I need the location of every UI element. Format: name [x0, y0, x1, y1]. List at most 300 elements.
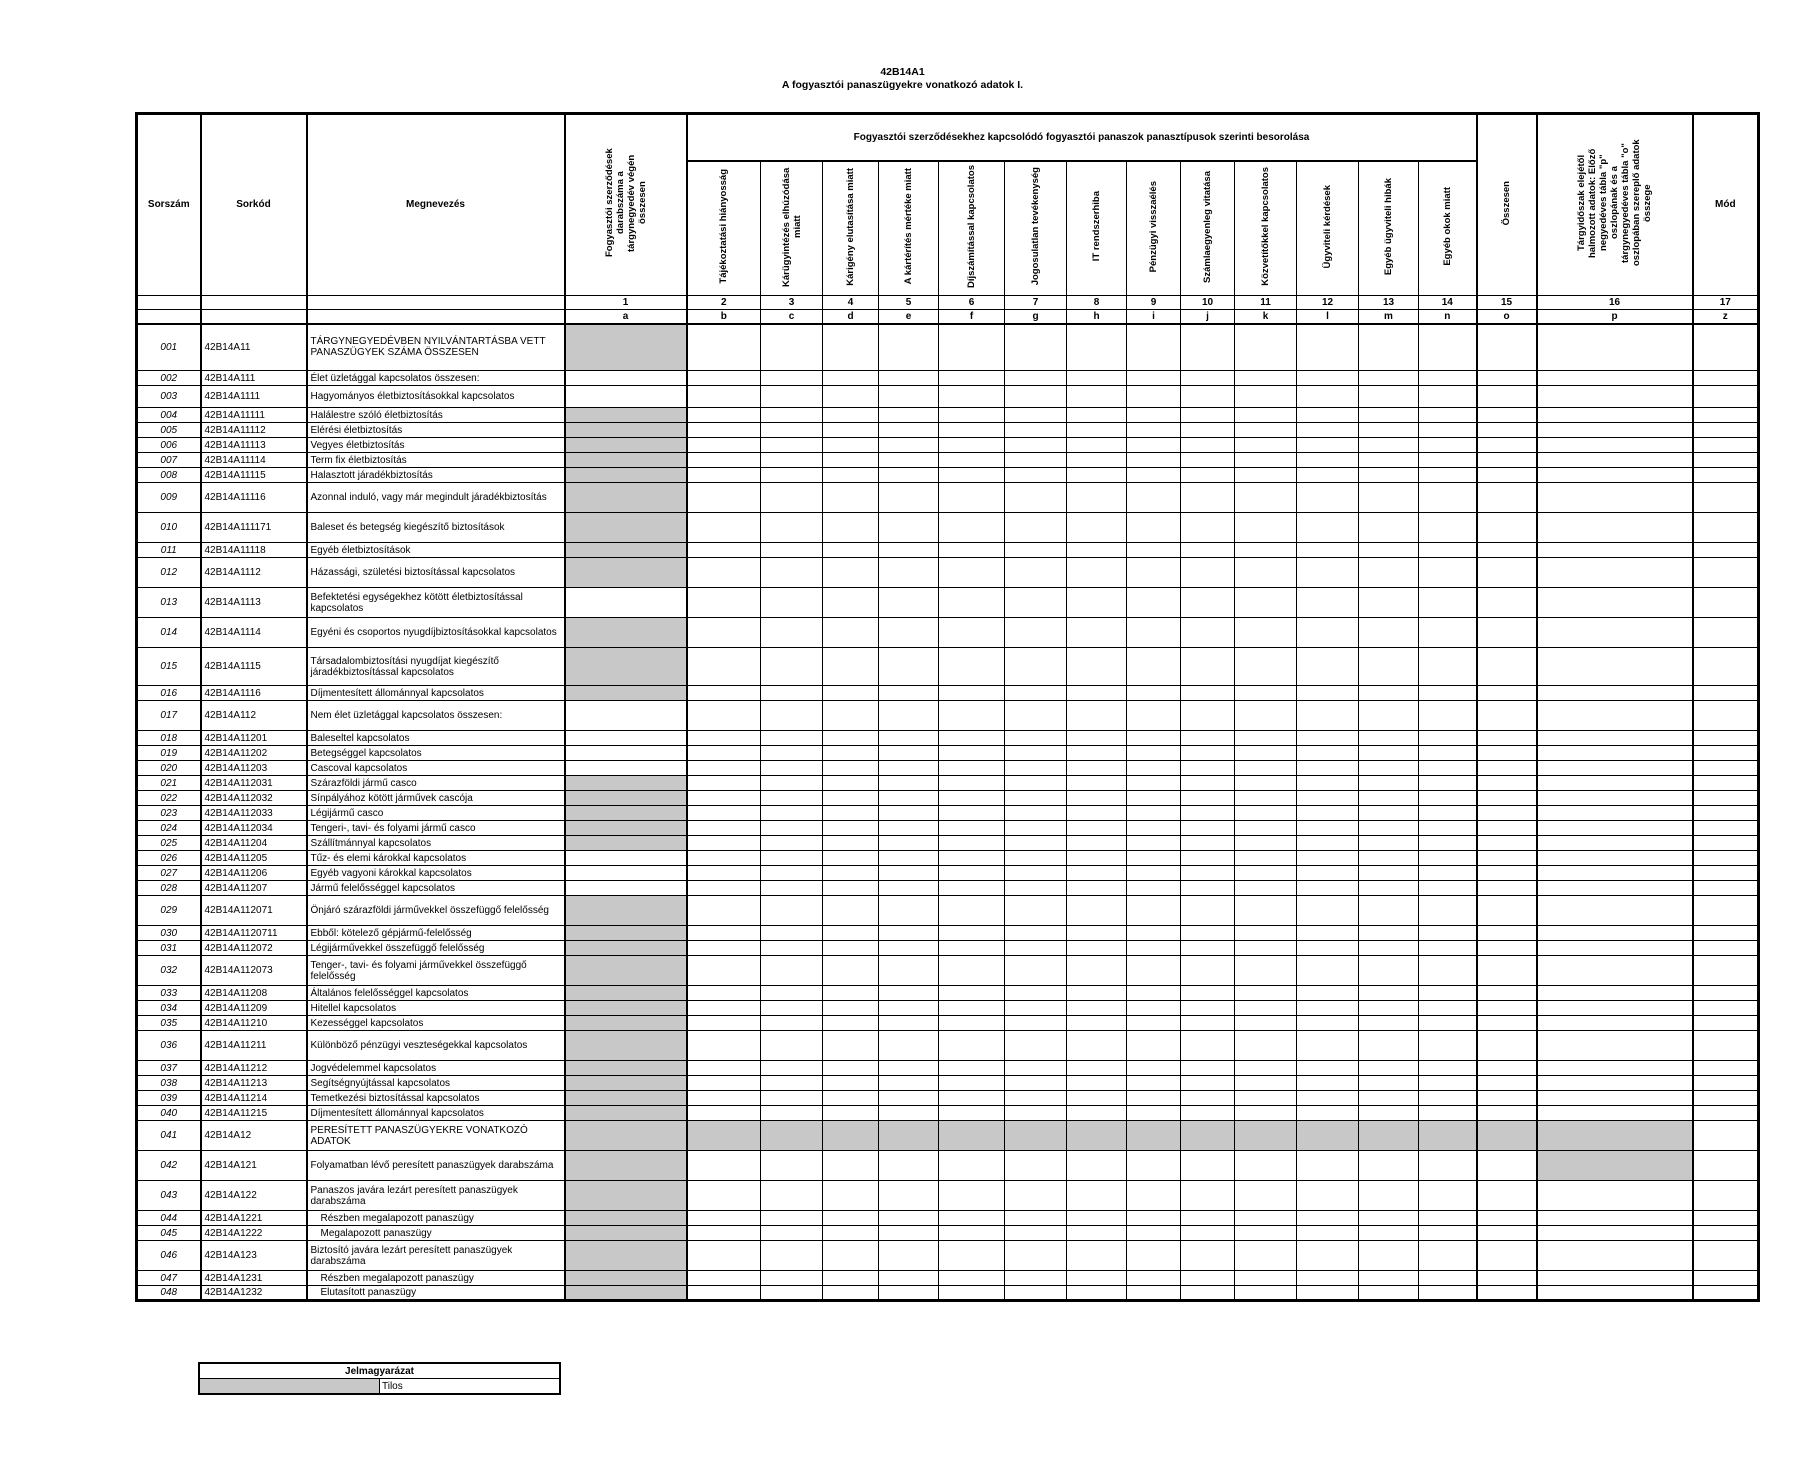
data-cell[interactable] — [1067, 866, 1127, 881]
data-cell[interactable] — [1297, 468, 1359, 483]
data-cell[interactable] — [1181, 881, 1235, 896]
data-cell[interactable] — [1127, 468, 1181, 483]
data-cell[interactable] — [1127, 791, 1181, 806]
data-cell[interactable] — [1359, 731, 1419, 746]
data-cell[interactable] — [1181, 468, 1235, 483]
data-cell[interactable] — [879, 543, 939, 558]
data-cell[interactable] — [823, 746, 879, 761]
data-cell[interactable] — [1067, 1076, 1127, 1091]
data-cell[interactable] — [1537, 1286, 1693, 1301]
data-cell[interactable] — [1693, 806, 1759, 821]
data-cell[interactable] — [1419, 761, 1477, 776]
data-cell[interactable] — [939, 588, 1005, 618]
data-cell[interactable] — [1537, 1091, 1693, 1106]
data-cell[interactable] — [823, 543, 879, 558]
data-cell[interactable] — [1181, 986, 1235, 1001]
data-cell[interactable] — [1477, 926, 1537, 941]
data-cell[interactable] — [1477, 686, 1537, 701]
data-cell[interactable] — [687, 776, 761, 791]
data-cell[interactable] — [1419, 686, 1477, 701]
data-cell[interactable] — [1419, 956, 1477, 986]
data-cell[interactable] — [1477, 1016, 1537, 1031]
data-cell[interactable] — [1297, 1241, 1359, 1271]
data-cell[interactable] — [1005, 543, 1067, 558]
data-cell[interactable] — [1419, 731, 1477, 746]
data-cell[interactable] — [1537, 761, 1693, 776]
data-cell[interactable] — [1235, 483, 1297, 513]
data-cell[interactable] — [1005, 513, 1067, 543]
data-cell[interactable] — [1419, 941, 1477, 956]
data-cell[interactable] — [1477, 468, 1537, 483]
data-cell[interactable] — [1297, 483, 1359, 513]
data-cell[interactable] — [1477, 453, 1537, 468]
data-cell[interactable] — [1181, 1211, 1235, 1226]
data-cell[interactable] — [1419, 324, 1477, 371]
data-cell[interactable] — [939, 701, 1005, 731]
data-cell[interactable] — [761, 866, 823, 881]
data-cell[interactable] — [1297, 1286, 1359, 1301]
data-cell[interactable] — [1297, 543, 1359, 558]
data-cell[interactable] — [939, 558, 1005, 588]
data-cell[interactable] — [879, 866, 939, 881]
data-cell[interactable] — [1067, 881, 1127, 896]
data-cell[interactable] — [761, 513, 823, 543]
data-cell[interactable] — [1235, 686, 1297, 701]
data-cell[interactable] — [1235, 1001, 1297, 1016]
data-cell[interactable] — [1005, 941, 1067, 956]
data-cell[interactable] — [565, 851, 687, 866]
data-cell[interactable] — [1419, 371, 1477, 386]
data-cell[interactable] — [1419, 423, 1477, 438]
data-cell[interactable] — [1181, 1016, 1235, 1031]
data-cell[interactable] — [1477, 1091, 1537, 1106]
data-cell[interactable] — [1693, 701, 1759, 731]
data-cell[interactable] — [823, 558, 879, 588]
data-cell[interactable] — [687, 746, 761, 761]
data-cell[interactable] — [1127, 1091, 1181, 1106]
data-cell[interactable] — [823, 324, 879, 371]
data-cell[interactable] — [939, 543, 1005, 558]
data-cell[interactable] — [939, 956, 1005, 986]
data-cell[interactable] — [761, 1151, 823, 1181]
data-cell[interactable] — [1477, 1031, 1537, 1061]
data-cell[interactable] — [823, 423, 879, 438]
data-cell[interactable] — [1127, 1031, 1181, 1061]
data-cell[interactable] — [761, 731, 823, 746]
data-cell[interactable] — [1067, 543, 1127, 558]
data-cell[interactable] — [879, 371, 939, 386]
data-cell[interactable] — [1067, 371, 1127, 386]
data-cell[interactable] — [823, 821, 879, 836]
data-cell[interactable] — [939, 648, 1005, 686]
data-cell[interactable] — [1419, 1151, 1477, 1181]
data-cell[interactable] — [1297, 1106, 1359, 1121]
data-cell[interactable] — [1005, 648, 1067, 686]
data-cell[interactable] — [823, 836, 879, 851]
data-cell[interactable] — [1537, 648, 1693, 686]
data-cell[interactable] — [1181, 1001, 1235, 1016]
data-cell[interactable] — [823, 866, 879, 881]
data-cell[interactable] — [687, 408, 761, 423]
data-cell[interactable] — [939, 1001, 1005, 1016]
data-cell[interactable] — [823, 926, 879, 941]
data-cell[interactable] — [1537, 558, 1693, 588]
data-cell[interactable] — [1235, 371, 1297, 386]
data-cell[interactable] — [687, 423, 761, 438]
data-cell[interactable] — [1297, 453, 1359, 468]
data-cell[interactable] — [1235, 386, 1297, 408]
data-cell[interactable] — [687, 686, 761, 701]
data-cell[interactable] — [1359, 791, 1419, 806]
data-cell[interactable] — [1537, 1181, 1693, 1211]
data-cell[interactable] — [1181, 423, 1235, 438]
data-cell[interactable] — [939, 386, 1005, 408]
data-cell[interactable] — [1359, 1076, 1419, 1091]
data-cell[interactable] — [1693, 558, 1759, 588]
data-cell[interactable] — [1235, 1226, 1297, 1241]
data-cell[interactable] — [939, 371, 1005, 386]
data-cell[interactable] — [1359, 986, 1419, 1001]
data-cell[interactable] — [687, 588, 761, 618]
data-cell[interactable] — [687, 761, 761, 776]
data-cell[interactable] — [1181, 1091, 1235, 1106]
data-cell[interactable] — [1181, 776, 1235, 791]
data-cell[interactable] — [761, 776, 823, 791]
data-cell[interactable] — [687, 851, 761, 866]
data-cell[interactable] — [761, 1226, 823, 1241]
data-cell[interactable] — [1477, 761, 1537, 776]
data-cell[interactable] — [687, 1091, 761, 1106]
data-cell[interactable] — [823, 1241, 879, 1271]
data-cell[interactable] — [1181, 386, 1235, 408]
data-cell[interactable] — [1297, 986, 1359, 1001]
data-cell[interactable] — [1067, 941, 1127, 956]
data-cell[interactable] — [1537, 588, 1693, 618]
data-cell[interactable] — [939, 776, 1005, 791]
data-cell[interactable] — [1419, 1106, 1477, 1121]
data-cell[interactable] — [1297, 1076, 1359, 1091]
data-cell[interactable] — [1181, 371, 1235, 386]
data-cell[interactable] — [761, 791, 823, 806]
data-cell[interactable] — [1537, 453, 1693, 468]
data-cell[interactable] — [1297, 1001, 1359, 1016]
data-cell[interactable] — [823, 1091, 879, 1106]
data-cell[interactable] — [1127, 731, 1181, 746]
data-cell[interactable] — [687, 483, 761, 513]
data-cell[interactable] — [1235, 806, 1297, 821]
data-cell[interactable] — [1067, 836, 1127, 851]
data-cell[interactable] — [823, 896, 879, 926]
data-cell[interactable] — [1235, 558, 1297, 588]
data-cell[interactable] — [1477, 836, 1537, 851]
data-cell[interactable] — [1067, 1001, 1127, 1016]
data-cell[interactable] — [761, 1091, 823, 1106]
data-cell[interactable] — [1127, 866, 1181, 881]
data-cell[interactable] — [939, 896, 1005, 926]
data-cell[interactable] — [1005, 896, 1067, 926]
data-cell[interactable] — [687, 618, 761, 648]
data-cell[interactable] — [1005, 956, 1067, 986]
data-cell[interactable] — [1297, 513, 1359, 543]
data-cell[interactable] — [1067, 558, 1127, 588]
data-cell[interactable] — [687, 1271, 761, 1286]
data-cell[interactable] — [879, 1106, 939, 1121]
data-cell[interactable] — [1477, 324, 1537, 371]
data-cell[interactable] — [1235, 851, 1297, 866]
data-cell[interactable] — [1181, 438, 1235, 453]
data-cell[interactable] — [1297, 701, 1359, 731]
data-cell[interactable] — [939, 866, 1005, 881]
data-cell[interactable] — [1067, 1286, 1127, 1301]
data-cell[interactable] — [1005, 806, 1067, 821]
data-cell[interactable] — [823, 386, 879, 408]
data-cell[interactable] — [1477, 423, 1537, 438]
data-cell[interactable] — [1537, 386, 1693, 408]
data-cell[interactable] — [1181, 588, 1235, 618]
data-cell[interactable] — [879, 513, 939, 543]
data-cell[interactable] — [1067, 1241, 1127, 1271]
data-cell[interactable] — [687, 648, 761, 686]
data-cell[interactable] — [1693, 896, 1759, 926]
data-cell[interactable] — [1235, 1091, 1297, 1106]
data-cell[interactable] — [1181, 408, 1235, 423]
data-cell[interactable] — [1419, 926, 1477, 941]
data-cell[interactable] — [1235, 731, 1297, 746]
data-cell[interactable] — [1235, 821, 1297, 836]
data-cell[interactable] — [761, 1181, 823, 1211]
data-cell[interactable] — [1297, 686, 1359, 701]
data-cell[interactable] — [1005, 1016, 1067, 1031]
data-cell[interactable] — [1127, 1181, 1181, 1211]
data-cell[interactable] — [1297, 926, 1359, 941]
data-cell[interactable] — [1477, 1271, 1537, 1286]
data-cell[interactable] — [1181, 926, 1235, 941]
data-cell[interactable] — [687, 956, 761, 986]
data-cell[interactable] — [761, 408, 823, 423]
data-cell[interactable] — [939, 806, 1005, 821]
data-cell[interactable] — [823, 483, 879, 513]
data-cell[interactable] — [1359, 453, 1419, 468]
data-cell[interactable] — [1235, 1061, 1297, 1076]
data-cell[interactable] — [1235, 423, 1297, 438]
data-cell[interactable] — [823, 956, 879, 986]
data-cell[interactable] — [1127, 821, 1181, 836]
data-cell[interactable] — [1067, 423, 1127, 438]
data-cell[interactable] — [1067, 1211, 1127, 1226]
data-cell[interactable] — [939, 746, 1005, 761]
data-cell[interactable] — [879, 926, 939, 941]
data-cell[interactable] — [1297, 648, 1359, 686]
data-cell[interactable] — [1127, 761, 1181, 776]
data-cell[interactable] — [1005, 1286, 1067, 1301]
data-cell[interactable] — [1537, 1016, 1693, 1031]
data-cell[interactable] — [823, 618, 879, 648]
data-cell[interactable] — [1127, 438, 1181, 453]
data-cell[interactable] — [1067, 386, 1127, 408]
data-cell[interactable] — [1297, 956, 1359, 986]
data-cell[interactable] — [1067, 1151, 1127, 1181]
data-cell[interactable] — [879, 986, 939, 1001]
data-cell[interactable] — [761, 1076, 823, 1091]
data-cell[interactable] — [687, 513, 761, 543]
data-cell[interactable] — [1235, 1211, 1297, 1226]
data-cell[interactable] — [1419, 1016, 1477, 1031]
data-cell[interactable] — [1235, 1106, 1297, 1121]
data-cell[interactable] — [823, 1076, 879, 1091]
data-cell[interactable] — [1297, 731, 1359, 746]
data-cell[interactable] — [1297, 761, 1359, 776]
data-cell[interactable] — [879, 701, 939, 731]
data-cell[interactable] — [1297, 423, 1359, 438]
data-cell[interactable] — [1693, 1286, 1759, 1301]
data-cell[interactable] — [1359, 881, 1419, 896]
data-cell[interactable] — [761, 1211, 823, 1226]
data-cell[interactable] — [1419, 881, 1477, 896]
data-cell[interactable] — [1181, 686, 1235, 701]
data-cell[interactable] — [761, 746, 823, 761]
data-cell[interactable] — [1359, 324, 1419, 371]
data-cell[interactable] — [1181, 761, 1235, 776]
data-cell[interactable] — [1067, 686, 1127, 701]
data-cell[interactable] — [1537, 776, 1693, 791]
data-cell[interactable] — [1693, 1001, 1759, 1016]
data-cell[interactable] — [1359, 386, 1419, 408]
data-cell[interactable] — [1005, 731, 1067, 746]
data-cell[interactable] — [1005, 558, 1067, 588]
data-cell[interactable] — [1005, 1226, 1067, 1241]
data-cell[interactable] — [1005, 926, 1067, 941]
data-cell[interactable] — [1359, 618, 1419, 648]
data-cell[interactable] — [879, 588, 939, 618]
data-cell[interactable] — [939, 1106, 1005, 1121]
data-cell[interactable] — [1419, 746, 1477, 761]
data-cell[interactable] — [1235, 618, 1297, 648]
data-cell[interactable] — [1693, 1151, 1759, 1181]
data-cell[interactable] — [823, 806, 879, 821]
data-cell[interactable] — [761, 686, 823, 701]
data-cell[interactable] — [1359, 1001, 1419, 1016]
data-cell[interactable] — [1127, 986, 1181, 1001]
data-cell[interactable] — [1419, 806, 1477, 821]
data-cell[interactable] — [1359, 1091, 1419, 1106]
data-cell[interactable] — [1297, 408, 1359, 423]
data-cell[interactable] — [939, 423, 1005, 438]
data-cell[interactable] — [1297, 1181, 1359, 1211]
data-cell[interactable] — [761, 1061, 823, 1076]
data-cell[interactable] — [1235, 881, 1297, 896]
data-cell[interactable] — [565, 731, 687, 746]
data-cell[interactable] — [1359, 836, 1419, 851]
data-cell[interactable] — [1419, 851, 1477, 866]
data-cell[interactable] — [1127, 1076, 1181, 1091]
data-cell[interactable] — [1297, 881, 1359, 896]
data-cell[interactable] — [687, 1001, 761, 1016]
data-cell[interactable] — [1693, 1226, 1759, 1241]
data-cell[interactable] — [1693, 1076, 1759, 1091]
data-cell[interactable] — [823, 1271, 879, 1286]
data-cell[interactable] — [879, 731, 939, 746]
data-cell[interactable] — [1419, 1226, 1477, 1241]
data-cell[interactable] — [879, 648, 939, 686]
data-cell[interactable] — [687, 1151, 761, 1181]
data-cell[interactable] — [1235, 791, 1297, 806]
data-cell[interactable] — [1537, 941, 1693, 956]
data-cell[interactable] — [1359, 851, 1419, 866]
data-cell[interactable] — [1067, 1106, 1127, 1121]
data-cell[interactable] — [939, 881, 1005, 896]
data-cell[interactable] — [761, 618, 823, 648]
data-cell[interactable] — [1181, 1271, 1235, 1286]
data-cell[interactable] — [687, 386, 761, 408]
data-cell[interactable] — [687, 1241, 761, 1271]
data-cell[interactable] — [1477, 1151, 1537, 1181]
data-cell[interactable] — [761, 371, 823, 386]
data-cell[interactable] — [879, 1226, 939, 1241]
data-cell[interactable] — [1297, 1091, 1359, 1106]
data-cell[interactable] — [1693, 836, 1759, 851]
data-cell[interactable] — [879, 618, 939, 648]
data-cell[interactable] — [1005, 386, 1067, 408]
data-cell[interactable] — [761, 851, 823, 866]
data-cell[interactable] — [761, 438, 823, 453]
data-cell[interactable] — [1537, 686, 1693, 701]
data-cell[interactable] — [1537, 881, 1693, 896]
data-cell[interactable] — [687, 1031, 761, 1061]
data-cell[interactable] — [823, 1061, 879, 1076]
data-cell[interactable] — [1359, 776, 1419, 791]
data-cell[interactable] — [1537, 836, 1693, 851]
data-cell[interactable] — [1127, 1106, 1181, 1121]
data-cell[interactable] — [1693, 791, 1759, 806]
data-cell[interactable] — [1359, 438, 1419, 453]
data-cell[interactable] — [823, 761, 879, 776]
data-cell[interactable] — [1297, 806, 1359, 821]
data-cell[interactable] — [1235, 1241, 1297, 1271]
data-cell[interactable] — [1235, 468, 1297, 483]
data-cell[interactable] — [1477, 806, 1537, 821]
data-cell[interactable] — [1127, 746, 1181, 761]
data-cell[interactable] — [1477, 483, 1537, 513]
data-cell[interactable] — [939, 731, 1005, 746]
data-cell[interactable] — [1235, 438, 1297, 453]
data-cell[interactable] — [1419, 986, 1477, 1001]
data-cell[interactable] — [1235, 896, 1297, 926]
data-cell[interactable] — [1693, 1211, 1759, 1226]
data-cell[interactable] — [1297, 821, 1359, 836]
data-cell[interactable] — [1537, 731, 1693, 746]
data-cell[interactable] — [1127, 408, 1181, 423]
data-cell[interactable] — [823, 1286, 879, 1301]
data-cell[interactable] — [1693, 371, 1759, 386]
data-cell[interactable] — [1359, 686, 1419, 701]
data-cell[interactable] — [1693, 1016, 1759, 1031]
data-cell[interactable] — [823, 686, 879, 701]
data-cell[interactable] — [1127, 423, 1181, 438]
data-cell[interactable] — [1693, 543, 1759, 558]
data-cell[interactable] — [1297, 1271, 1359, 1286]
data-cell[interactable] — [879, 1061, 939, 1076]
data-cell[interactable] — [879, 1001, 939, 1016]
data-cell[interactable] — [1693, 731, 1759, 746]
data-cell[interactable] — [823, 941, 879, 956]
data-cell[interactable] — [1235, 1271, 1297, 1286]
data-cell[interactable] — [1297, 588, 1359, 618]
data-cell[interactable] — [761, 468, 823, 483]
data-cell[interactable] — [1297, 1016, 1359, 1031]
data-cell[interactable] — [939, 513, 1005, 543]
data-cell[interactable] — [1005, 821, 1067, 836]
data-cell[interactable] — [1127, 618, 1181, 648]
